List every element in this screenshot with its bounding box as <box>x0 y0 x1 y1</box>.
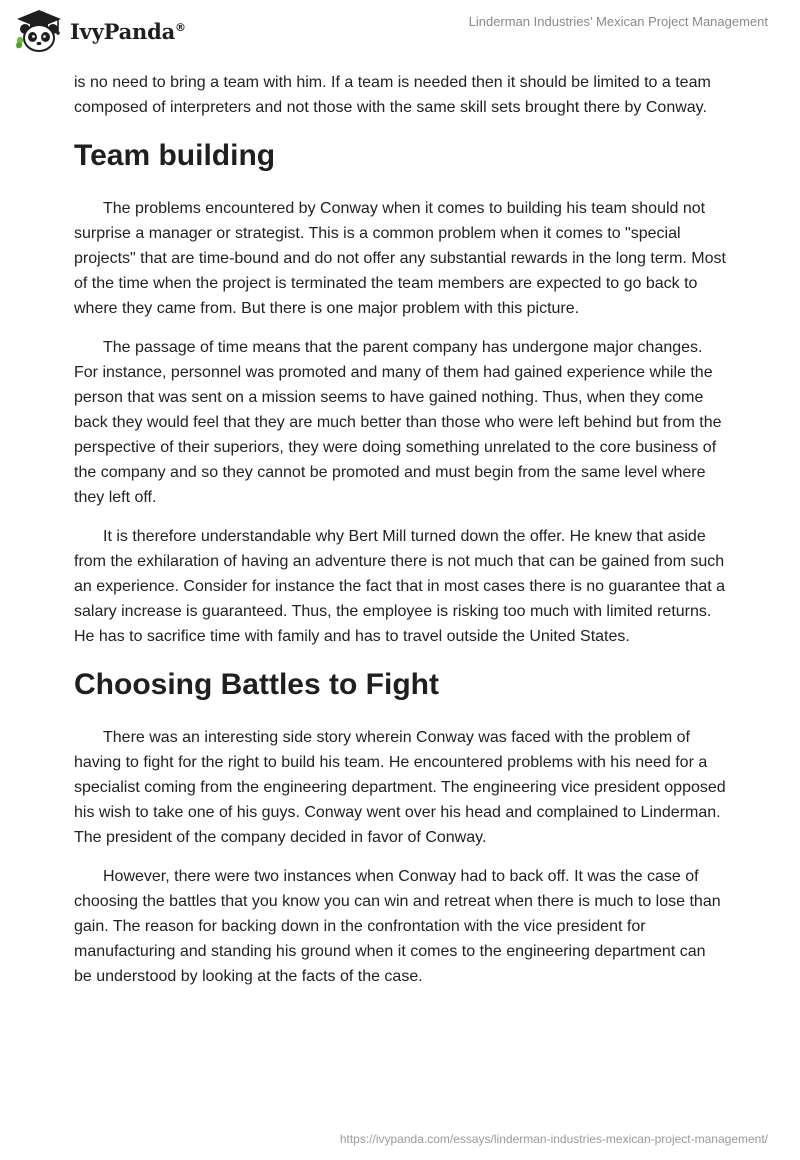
ivypanda-logo[interactable] <box>14 8 186 54</box>
intro-paragraph: is no need to bring a team with him. If a team is needed then it should be limited to a team composed of interpreters and not those with the same skill sets brought there by Conway. <box>74 74 711 116</box>
paragraph: There was an interesting side story wherein Conway was faced with the problem of having to fight for the right to build his team. He encountered problems with his need for a specialist coming from the engineering department. The engineering vice president opposed his wish to take one of his guys. Conway went over his head and complained to Linderman. The president of the company decided in favor of Conway. <box>74 729 726 846</box>
paragraph: However, there were two instances when Conway had to back off. It was the case of choosing the battles that you know you can win and retreat when there is much to lose than gain. The reason for backing down in the confrontation with the vice president for manufacturing and standing his ground when it comes to the engineering department can be understood by looking at the facts of the case. <box>74 868 721 985</box>
document-title: Linderman Industries’ Mexican Project Management <box>468 14 768 29</box>
page-header <box>0 0 800 62</box>
panda-graduate-icon <box>14 8 64 54</box>
source-url[interactable]: https://ivypanda.com/essays/linderman-industries-mexican-project-management/ <box>339 1132 768 1146</box>
paragraph: The problems encountered by Conway when it comes to building his team should not surprise a manager or strategist. This is a common problem when it comes to "special projects" that are time-bound and do not offer any substantial rewards in the long term. Most of the time when the project is terminated the team members are expected to go back to where they came from. But there is one major problem with this picture. <box>74 200 726 317</box>
essay-content <box>74 70 726 1003</box>
section-heading-team-building: Team building <box>74 139 276 172</box>
paragraph: The passage of time means that the parent company has undergone major changes. For instance, personnel was promoted and many of them had gained experience while the person that was sent on a mission seems to have gained nothing. Thus, when they come back they would feel that they are much better than those who were left behind but from the perspective of their superiors, they were doing something unrelated to the core business of the company and so they cannot be promoted and must begin from the same level where they left off. <box>74 339 722 506</box>
logo-text: IvyPanda® <box>70 18 186 44</box>
section-heading-choosing-battles: Choosing Battles to Fight <box>74 668 439 701</box>
registered-mark: ® <box>175 20 186 34</box>
paragraph: It is therefore understandable why Bert Mill turned down the offer. He knew that aside from the exhilaration of having an adventure there is not much that can be gained from such an experience. Consider for instance the fact that in most cases there is no guarantee that a salary increase is guaranteed. Thus, the employee is risking too much with limited returns. He has to sacrifice time with family and has to travel outside the United States. <box>74 528 726 645</box>
